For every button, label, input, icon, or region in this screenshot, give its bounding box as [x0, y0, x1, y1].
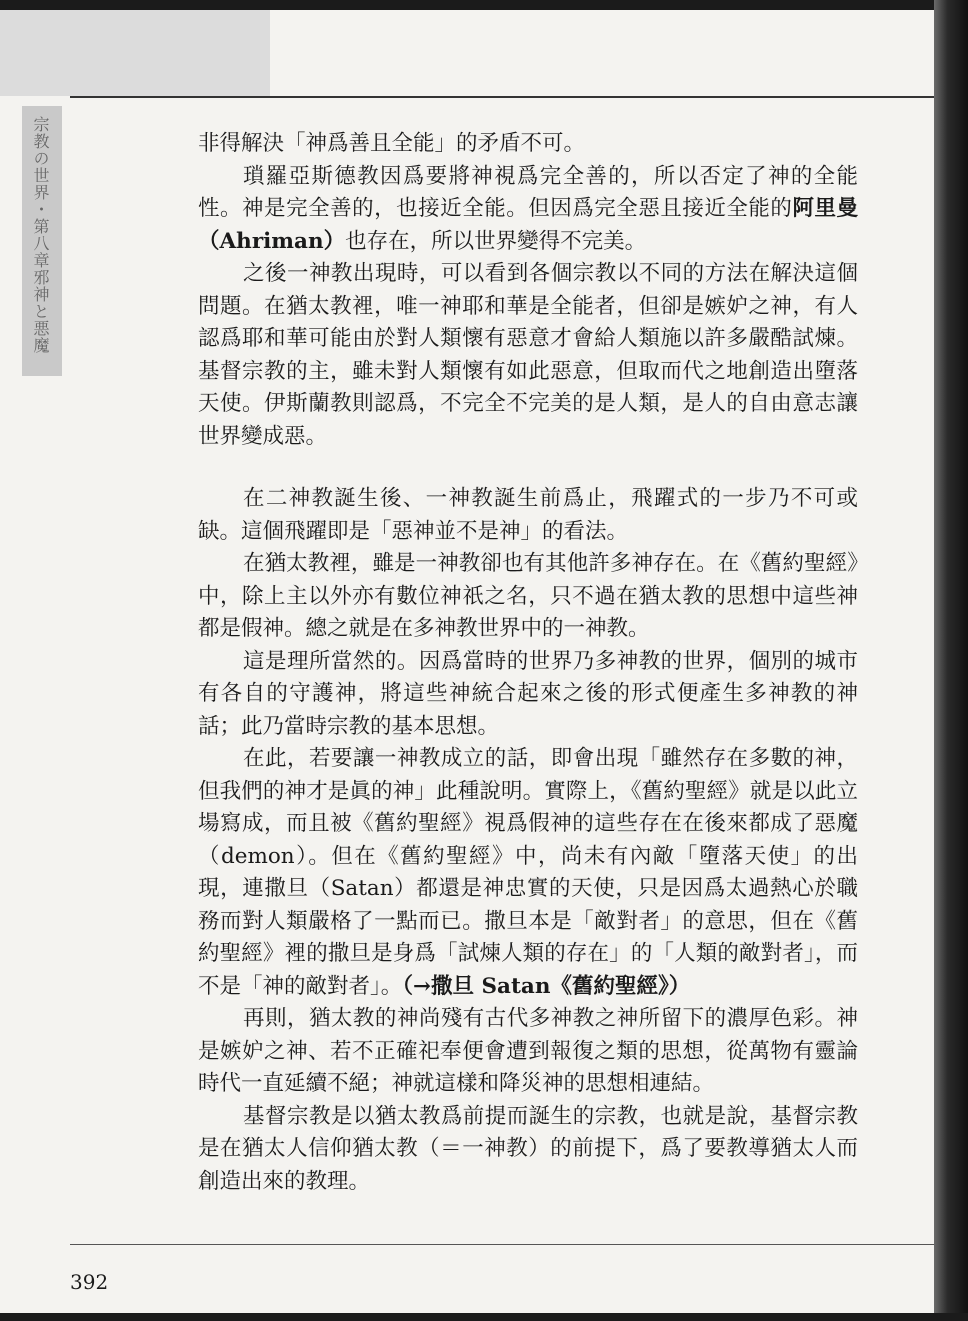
- paragraph-7: [198, 743, 858, 1003]
- book-page: [0, 10, 934, 1313]
- chapter-side-tab-text: 宗教の世界・第八章邪神と悪魔: [31, 116, 50, 354]
- main-text: [198, 128, 858, 1198]
- page-number: 392: [70, 1270, 109, 1294]
- paragraph-2-tail: 也存在，所以世界變得不完美。: [345, 228, 647, 254]
- paragraph-2-term: 阿里曼（Ahriman）: [198, 196, 858, 254]
- paragraph-3: 之後一神教出現時，可以看到各個宗教以不同的方法在解決這個問題。在猶太教裡，唯一神耶和華是全能者，但卻是嫉妒之神，有人認爲耶和華可能由於對人類懷有惡意才會給人類施以許多嚴酷試煉。基督宗教的主，雖未對人類懷有如此惡意，但取而代之地創造出墮落天使。伊斯蘭教則認爲，不完全不完美的是人類，是人的自由意志讓世界變成惡。: [198, 261, 858, 449]
- paragraph-1: 非得解決「神爲善且全能」的矛盾不可。: [198, 131, 586, 156]
- paragraph-8: 再則，猶太教的神尚殘有古代多神教之神所留下的濃厚色彩。神是嫉妒之神、若不正確祀奉便會遭到報復之類的思想，從萬物有靈論時代一直延續不絕；神就這樣和降災神的思想相連結。: [198, 1006, 858, 1096]
- paragraph-4: 在二神教誕生後、一神教誕生前爲止，飛躍式的一步乃不可或缺。這個飛躍即是「惡神並不是神」的看法。: [198, 486, 858, 544]
- paragraph-2-lead: 瑣羅亞斯德教因爲要將神視爲完全善的，所以否定了神的全能性。神是完全善的，也接近全能。但因爲完全惡且接近全能的: [198, 163, 858, 221]
- paragraph-2: [198, 161, 858, 259]
- chapter-side-tab: [22, 106, 62, 376]
- paragraph-7-lead: 在此，若要讓一神教成立的話，即會出現「雖然存在多數的神，但我們的神才是眞的神」此種說明。實際上，《舊約聖經》就是以此立場寫成，而且被《舊約聖經》視爲假神的這些存在在後來都成了惡魔（demon）。但在《舊約聖經》中，尚未有內敵「墮落天使」的出現，連撒旦（Satan）都還是神忠實的天使，只是因爲太過熱心於職務而對人類嚴格了一點而已。撒旦本是「敵對者」的意思，但在《舊約聖經》裡的撒旦是身爲「試煉人類的存在」的「人類的敵對者」，而不是「神的敵對者」。: [198, 746, 858, 999]
- header-rule: [70, 96, 934, 98]
- book-spine-shadow: [934, 0, 968, 1321]
- scan-top-edge: [0, 0, 968, 10]
- paragraph-5: 在猶太教裡，雖是一神教卻也有其他許多神存在。在《舊約聖經》中，除上主以外亦有數位神祇之名，只不過在猶太教的思想中這些神都是假神。總之就是在多神教世界中的一神教。: [198, 551, 858, 641]
- paragraph-7-reference: （→撒旦 Satan《舊約聖經》）: [402, 973, 691, 999]
- paragraph-6: 這是理所當然的。因爲當時的世界乃多神教的世界，個別的城市有各自的守護神，將這些神統合起來之後的形式便產生多神教的神話；此乃當時宗教的基本思想。: [198, 648, 858, 739]
- paragraph-9: 基督宗教是以猶太教爲前提而誕生的宗教，也就是說，基督宗教是在猶太人信仰猶太教（＝一神教）的前提下，爲了要教導猶太人而創造出來的教理。: [198, 1103, 858, 1194]
- scan-bottom-edge: [0, 1313, 968, 1321]
- header-shade: [0, 10, 270, 96]
- footer-rule: [70, 1244, 934, 1245]
